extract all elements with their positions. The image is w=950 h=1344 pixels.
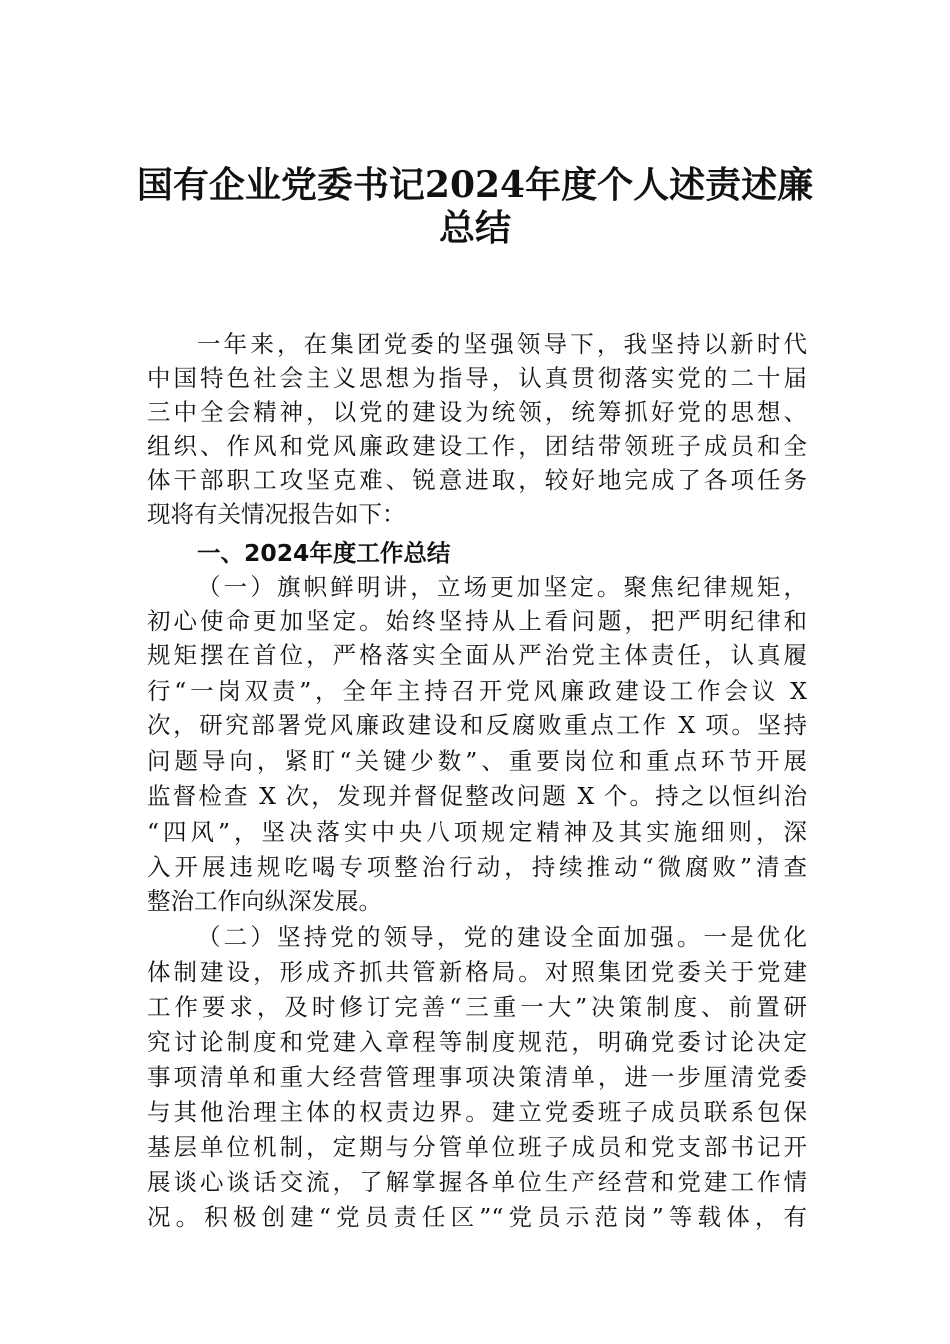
body-line: 次，研究部署党风廉政建设和反腐败重点工作 X 项。坚持	[147, 711, 807, 739]
body-line: 初心使命更加坚定。始终坚持从上看问题，把严明纪律和	[147, 607, 807, 635]
document-title-line-2: 总结	[438, 207, 511, 249]
body-line: 究讨论制度和党建入章程等制度规范，明确党委讨论决定	[147, 1028, 807, 1056]
body-line: 中国特色社会主义思想为指导，认真贯彻落实党的二十届	[147, 364, 807, 392]
body-line: 展谈心谈话交流，了解掌握各单位生产经营和党建工作情	[147, 1168, 807, 1196]
body-line: 入开展违规吃喝专项整治行动，持续推动“微腐败”清查	[147, 853, 807, 881]
body-line: 一年来，在集团党委的坚强领导下，我坚持以新时代	[197, 330, 807, 358]
body-line: 组织、作风和党风廉政建设工作，团结带领班子成员和全	[147, 432, 807, 460]
body-line: 工作要求，及时修订完善“三重一大”决策制度、前置研	[147, 993, 807, 1021]
body-line: 体干部职工攻坚克难、锐意进取，较好地完成了各项任务	[147, 466, 807, 494]
body-line: 三中全会精神，以党的建设为统领，统筹抓好党的思想、	[147, 398, 807, 426]
body-line: 与其他治理主体的权责边界。建立党委班子成员联系包保	[147, 1098, 807, 1126]
body-line: 体制建设，形成齐抓共管新格局。对照集团党委关于党建	[147, 958, 807, 986]
body-line: 现将有关情况报告如下：	[147, 500, 406, 528]
body-line: 况。积极创建“党员责任区”“党员示范岗”等载体，有	[147, 1203, 807, 1231]
body-line: 基层单位机制，定期与分管单位班子成员和党支部书记开	[147, 1133, 807, 1161]
body-line: 整治工作向纵深发展。	[147, 887, 382, 915]
section-heading: 一、2024年度工作总结	[197, 539, 451, 567]
body-line: 规矩摆在首位，严格落实全面从严治党主体责任，认真履	[147, 641, 807, 669]
body-line: 问题导向，紧盯“关键少数”、重要岗位和重点环节开展	[147, 747, 807, 775]
body-line: 行“一岗双责”，全年主持召开党风廉政建设工作会议 X	[147, 677, 807, 705]
document-title-line-1: 国有企业党委书记2024年度个人述责述廉	[136, 164, 814, 206]
body-line: （一）旗帜鲜明讲，立场更加坚定。聚焦纪律规矩，	[197, 573, 807, 601]
body-line: “四风”，坚决落实中央八项规定精神及其实施细则，深	[147, 818, 807, 846]
body-line: 事项清单和重大经营管理事项决策清单，进一步厘清党委	[147, 1063, 807, 1091]
body-line: （二）坚持党的领导，党的建设全面加强。一是优化	[197, 923, 807, 951]
body-line: 监督检查 X 次，发现并督促整改问题 X 个。持之以恒纠治	[147, 782, 807, 810]
